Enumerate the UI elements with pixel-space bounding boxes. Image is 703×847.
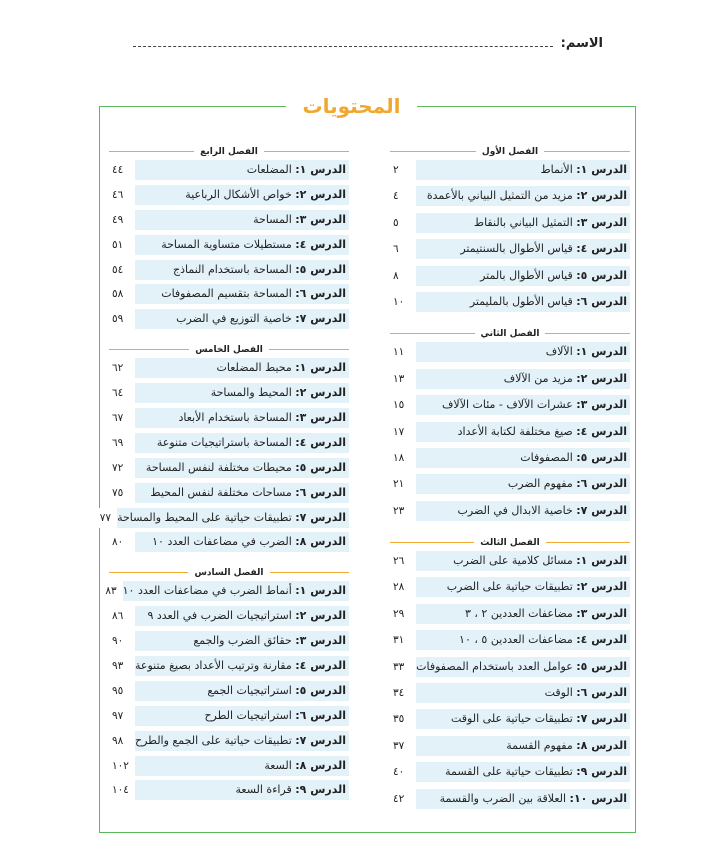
lesson-number: الدرس ٦:	[576, 294, 627, 308]
lesson-row[interactable]	[390, 239, 630, 259]
lesson-row[interactable]	[109, 210, 349, 230]
lesson-row[interactable]	[109, 656, 349, 676]
lesson-row[interactable]	[390, 657, 630, 677]
lesson-label	[135, 358, 349, 378]
lesson-row[interactable]	[390, 736, 630, 756]
toc-column-left	[99, 145, 349, 805]
lesson-title: تطبيقات حياتية على الوقت	[451, 712, 573, 726]
name-line	[133, 33, 603, 53]
lesson-label	[135, 731, 349, 751]
lesson-page-number: ٤٦	[109, 185, 135, 205]
lesson-title: قياس الأطول بالمليمتر	[469, 294, 573, 308]
lesson-page-number: ٩٣	[109, 656, 135, 676]
lesson-page-number: ٤٤	[109, 160, 135, 180]
lesson-number: الدرس ٣:	[576, 606, 627, 620]
lesson-label	[135, 606, 349, 626]
lesson-label	[135, 433, 349, 453]
lesson-row[interactable]	[390, 577, 630, 597]
lesson-row[interactable]	[109, 185, 349, 205]
lesson-page-number: ٤٠	[390, 762, 416, 782]
lesson-row[interactable]	[390, 789, 630, 809]
lesson-row[interactable]	[109, 284, 349, 304]
lesson-label	[416, 342, 630, 362]
lesson-row[interactable]	[109, 458, 349, 478]
lesson-title: محيط المضلعات	[216, 361, 292, 375]
lesson-number: الدرس ١:	[576, 345, 627, 359]
lesson-number: الدرس ٢:	[576, 189, 627, 203]
lesson-label	[135, 383, 349, 403]
lesson-number: الدرس ٥:	[576, 450, 627, 464]
name-label: الاسم:	[560, 35, 603, 51]
lesson-number: الدرس ٢:	[295, 609, 346, 623]
lesson-label	[416, 683, 630, 703]
lesson-row[interactable]	[390, 709, 630, 729]
lesson-row[interactable]	[390, 395, 630, 415]
lesson-row[interactable]	[109, 631, 349, 651]
lesson-number: الدرس ٤:	[295, 435, 346, 449]
lesson-row[interactable]	[390, 683, 630, 703]
lesson-label	[135, 408, 349, 428]
lesson-label	[416, 474, 630, 494]
lesson-page-number: ٦٩	[109, 433, 135, 453]
lesson-label	[135, 160, 349, 180]
lesson-number: الدرس ٦:	[295, 485, 346, 499]
lesson-number: الدرس ١:	[576, 163, 627, 176]
lesson-number: الدرس ٣:	[576, 215, 627, 229]
lesson-title: المساحة باستخدام الأبعاد	[178, 411, 292, 425]
lesson-page-number: ٦٤	[109, 383, 135, 403]
chapter-rule	[390, 333, 475, 334]
toc-column-right	[390, 145, 630, 815]
lesson-row[interactable]	[390, 292, 630, 312]
lesson-page-number: ٣١	[390, 630, 416, 650]
lesson-label	[416, 422, 630, 442]
lesson-page-number: ٨٠	[109, 532, 135, 552]
name-blank[interactable]	[133, 46, 553, 47]
chapter-gap	[109, 557, 349, 566]
chapter-title: الفصل الرابع	[200, 146, 258, 157]
lesson-title: الوقت	[544, 686, 573, 700]
contents-title: المحتويات	[286, 94, 416, 118]
lesson-row[interactable]	[390, 630, 630, 650]
lesson-row[interactable]	[99, 508, 349, 528]
lesson-title: عشرات الآلاف - مئات الآلاف	[442, 398, 573, 412]
lesson-label	[416, 292, 630, 312]
lesson-page-number: ٩٨	[109, 731, 135, 751]
lesson-page-number: ١٧	[390, 422, 416, 442]
lesson-title: مساحات مختلفة لنفس المحيط	[150, 485, 292, 499]
lesson-number: الدرس ٢:	[576, 580, 627, 594]
lesson-number: الدرس ٣:	[295, 212, 346, 226]
lesson-number: الدرس ١٠:	[569, 791, 627, 805]
lesson-label	[135, 309, 349, 329]
chapter-rule	[109, 349, 189, 350]
lesson-title: قراءة السعة	[235, 783, 292, 797]
lesson-title: مفهوم القسمة	[506, 738, 573, 752]
chapter-rule	[390, 151, 476, 152]
lesson-title: مقارنة وترتيب الأعداد بصيغ متنوعة	[135, 659, 292, 673]
lesson-title: مضاعفات العددين ٢ ، ٣	[464, 606, 573, 620]
chapter-heading	[390, 145, 630, 158]
chapter-title: الفصل السادس	[194, 567, 264, 578]
lesson-row[interactable]	[105, 581, 349, 601]
lesson-page-number: ٦٧	[109, 408, 135, 428]
lesson-title: المصفوفات	[520, 450, 573, 464]
lesson-title: تطبيقات حياتية على القسمة	[445, 765, 573, 779]
chapter-rule	[545, 333, 630, 334]
lesson-page-number: ٢٣	[390, 501, 416, 521]
lesson-title: مفهوم الضرب	[507, 477, 573, 491]
lesson-label	[135, 756, 349, 776]
lesson-number: الدرس ٦:	[576, 477, 627, 491]
lesson-row[interactable]	[390, 342, 630, 362]
lesson-label	[416, 213, 630, 233]
lesson-page-number: ٨	[390, 266, 416, 286]
lesson-title: مضاعفات العددين ٥ ، ١٠	[459, 633, 573, 647]
lesson-number: الدرس ٢:	[295, 386, 346, 400]
lesson-page-number: ٥١	[109, 235, 135, 255]
lesson-row[interactable]	[109, 731, 349, 751]
lesson-page-number: ٩٠	[109, 631, 135, 651]
lesson-title: السعة	[264, 758, 292, 772]
chapter-rule	[544, 151, 630, 152]
lesson-row[interactable]	[390, 186, 630, 206]
lesson-row[interactable]	[390, 448, 630, 468]
lesson-number: الدرس ٦:	[295, 287, 346, 301]
lesson-page-number: ١٨	[390, 448, 416, 468]
lesson-title: استراتيجيات الطرح	[204, 708, 292, 722]
lesson-page-number: ٩٥	[109, 681, 135, 701]
lesson-title: محيطات مختلفة لنفس المساحة	[145, 460, 292, 474]
lesson-label	[416, 501, 630, 521]
lesson-page-number: ٧٥	[109, 483, 135, 503]
lesson-page-number: ٤٩	[109, 210, 135, 230]
chapter-rule	[390, 542, 474, 543]
lesson-page-number: ٣٥	[390, 709, 416, 729]
lesson-page-number: ٢٩	[390, 604, 416, 624]
lesson-row[interactable]	[109, 483, 349, 503]
chapter-gap	[109, 334, 349, 343]
lesson-row[interactable]	[109, 606, 349, 626]
lesson-page-number: ١٠٢	[109, 756, 135, 776]
lesson-number: الدرس ٥:	[576, 268, 627, 282]
chapter-heading	[390, 536, 630, 549]
lesson-label	[135, 483, 349, 503]
lesson-number: الدرس ١:	[295, 361, 346, 375]
lesson-label	[416, 657, 630, 677]
lesson-title: المساحة	[253, 212, 292, 226]
lesson-label	[416, 239, 630, 259]
lesson-row[interactable]	[390, 604, 630, 624]
lesson-page-number: ١٥	[390, 395, 416, 415]
lesson-title: قياس الأطوال بالمتر	[480, 268, 573, 282]
lesson-label	[117, 508, 349, 528]
lesson-number: الدرس ١:	[295, 584, 346, 598]
lesson-label	[135, 532, 349, 552]
lesson-page-number: ٢	[390, 160, 416, 180]
lesson-title: تطبيقات حياتية على المحيط والمساحة	[117, 510, 292, 524]
lesson-row[interactable]	[390, 474, 630, 494]
lesson-number: الدرس ٥:	[295, 262, 346, 276]
chapter-gap	[390, 527, 630, 536]
lesson-page-number: ٥٩	[109, 309, 135, 329]
lesson-number: الدرس ١:	[576, 554, 627, 568]
lesson-title: قياس الأطوال بالسنتيمتر	[460, 242, 573, 256]
lesson-number: الدرس ٨:	[295, 758, 346, 772]
lesson-page-number: ٣٧	[390, 736, 416, 756]
lesson-label	[416, 762, 630, 782]
lesson-page-number: ١٠٤	[109, 780, 135, 800]
lesson-label	[135, 656, 349, 676]
lesson-label	[416, 369, 630, 389]
lesson-page-number: ٥٨	[109, 284, 135, 304]
lesson-page-number: ٧٢	[109, 458, 135, 478]
lesson-number: الدرس ٣:	[295, 634, 346, 648]
lesson-number: الدرس ١:	[295, 163, 346, 176]
lesson-page-number: ١٣	[390, 369, 416, 389]
lesson-title: الأنماط	[540, 163, 573, 176]
lesson-row[interactable]	[109, 235, 349, 255]
chapter-rule	[109, 572, 188, 573]
chapter-heading	[109, 343, 349, 356]
lesson-page-number: ٢٦	[390, 551, 416, 571]
lesson-row[interactable]	[109, 681, 349, 701]
lesson-label	[416, 736, 630, 756]
chapter-title: الفصل الثالث	[480, 537, 540, 548]
lesson-row[interactable]	[109, 780, 349, 800]
lesson-title: استراتيجيات الجمع	[207, 683, 292, 697]
lesson-page-number: ٣٣	[390, 657, 416, 677]
chapter-rule	[546, 542, 630, 543]
lesson-row[interactable]	[390, 160, 630, 180]
lesson-title: تطبيقات حياتية على الضرب	[446, 580, 573, 594]
lesson-label	[135, 706, 349, 726]
lesson-number: الدرس ٣:	[576, 398, 627, 412]
lesson-number: الدرس ٨:	[576, 738, 627, 752]
lesson-page-number: ٢١	[390, 474, 416, 494]
lesson-label	[416, 551, 630, 571]
chapter-title: الفصل الأول	[481, 146, 539, 157]
lesson-page-number: ٤	[390, 186, 416, 206]
lesson-label	[135, 210, 349, 230]
lesson-title: الآلاف	[545, 345, 573, 359]
lesson-row[interactable]	[109, 358, 349, 378]
lesson-label	[416, 789, 630, 809]
lesson-number: الدرس ٤:	[576, 633, 627, 647]
lesson-label	[416, 577, 630, 597]
lesson-page-number: ١١	[390, 342, 416, 362]
lesson-label	[135, 235, 349, 255]
lesson-number: الدرس ٤:	[576, 242, 627, 256]
lesson-title: خاصية الابدال في الضرب	[457, 503, 573, 517]
chapter-rule	[264, 151, 349, 152]
lesson-title: التمثيل البياني بالنقاط	[473, 215, 573, 229]
lesson-title: المضلعات	[246, 163, 292, 176]
lesson-number: الدرس ٥:	[576, 659, 627, 673]
lesson-label	[416, 266, 630, 286]
lesson-label	[135, 681, 349, 701]
lesson-page-number: ٥٤	[109, 260, 135, 280]
lesson-number: الدرس ٧:	[295, 510, 346, 524]
lesson-number: الدرس ٧:	[576, 503, 627, 517]
chapter-heading	[390, 327, 630, 340]
lesson-title: أنماط الضرب في مضاعفات العدد ١٠	[122, 584, 292, 598]
lesson-page-number: ١٠	[390, 292, 416, 312]
lesson-number: الدرس ٨:	[295, 535, 346, 549]
lesson-number: الدرس ٢:	[576, 371, 627, 385]
lesson-row[interactable]	[109, 160, 349, 180]
lesson-title: الضرب في مضاعفات العدد ١٠	[152, 535, 292, 549]
lesson-title: المساحة بتقسيم المصفوفات	[161, 287, 292, 301]
lesson-page-number: ٨٣	[102, 581, 122, 601]
lesson-title: حقائق الضرب والجمع	[193, 634, 292, 648]
lesson-number: الدرس ٤:	[295, 237, 346, 251]
chapter-title: الفصل الخامس	[195, 344, 263, 355]
lesson-number: الدرس ٧:	[295, 312, 346, 326]
lesson-title: المحيط والمساحة	[210, 386, 292, 400]
lesson-page-number: ٤٢	[390, 789, 416, 809]
lesson-number: الدرس ٧:	[576, 712, 627, 726]
lesson-label	[123, 581, 349, 601]
lesson-row[interactable]	[109, 260, 349, 280]
lesson-label	[416, 604, 630, 624]
lesson-number: الدرس ٢:	[295, 187, 346, 201]
lesson-label	[135, 185, 349, 205]
lesson-title: خواص الأشكال الرباعية	[185, 187, 292, 201]
chapter-rule	[109, 151, 194, 152]
lesson-number: الدرس ٤:	[295, 659, 346, 673]
lesson-row[interactable]	[109, 383, 349, 403]
lesson-page-number: ٣٤	[390, 683, 416, 703]
lesson-number: الدرس ٥:	[295, 460, 346, 474]
lesson-label	[135, 780, 349, 800]
lesson-title: تطبيقات حياتية على الجمع والطرح	[135, 733, 292, 747]
lesson-title: المساحة باستخدام النماذج	[173, 262, 292, 276]
lesson-row[interactable]	[109, 309, 349, 329]
lesson-title: المساحة باستراتيجيات متنوعة	[156, 435, 292, 449]
lesson-label	[135, 284, 349, 304]
lesson-title: خاصية التوزيع في الضرب	[176, 312, 292, 326]
lesson-row[interactable]	[390, 266, 630, 286]
lesson-number: الدرس ٧:	[295, 733, 346, 747]
lesson-row[interactable]	[109, 706, 349, 726]
lesson-label	[416, 186, 630, 206]
lesson-number: الدرس ٩:	[295, 783, 346, 797]
lesson-label	[416, 448, 630, 468]
lesson-page-number: ٥	[390, 213, 416, 233]
lesson-label	[416, 630, 630, 650]
lesson-row[interactable]	[390, 501, 630, 521]
lesson-number: الدرس ٩:	[576, 765, 627, 779]
lesson-title: مسائل كلامية على الضرب	[453, 554, 573, 568]
lesson-label	[416, 709, 630, 729]
lesson-number: الدرس ٤:	[576, 424, 627, 438]
lesson-label	[416, 160, 630, 180]
lesson-title: مستطيلات متساوية المساحة	[161, 237, 292, 251]
lesson-row[interactable]	[390, 369, 630, 389]
lesson-row[interactable]	[109, 433, 349, 453]
lesson-number: الدرس ٦:	[576, 686, 627, 700]
lesson-row[interactable]	[109, 408, 349, 428]
contents-title-wrap	[0, 94, 703, 118]
lesson-page-number: ٩٧	[109, 706, 135, 726]
lesson-row[interactable]	[390, 551, 630, 571]
lesson-page-number: ٨٦	[109, 606, 135, 626]
chapter-heading	[109, 145, 349, 158]
lesson-label	[135, 631, 349, 651]
chapter-heading	[109, 566, 349, 579]
lesson-title: صيغ مختلفة لكتابة الأعداد	[457, 424, 573, 438]
lesson-row[interactable]	[390, 422, 630, 442]
lesson-title: العلاقة بين الضرب والقسمة	[439, 791, 567, 805]
chapter-title: الفصل الثاني	[480, 328, 540, 339]
lesson-row[interactable]	[390, 762, 630, 782]
lesson-title: استراتيجيات الضرب في العدد ٩	[147, 609, 292, 623]
lesson-title: مزيد من التمثيل البياني بالأعمدة	[426, 189, 573, 203]
lesson-title: عوامل العدد باستخدام المصفوفات	[416, 659, 573, 673]
lesson-row[interactable]	[109, 532, 349, 552]
lesson-title: مزيد من الآلاف	[503, 371, 573, 385]
lesson-page-number: ٧٧	[97, 508, 117, 528]
lesson-number: الدرس ٣:	[295, 411, 346, 425]
lesson-label	[135, 260, 349, 280]
lesson-label	[135, 458, 349, 478]
lesson-row[interactable]	[390, 213, 630, 233]
chapter-rule	[269, 349, 349, 350]
chapter-rule	[270, 572, 349, 573]
lesson-number: الدرس ٦:	[295, 708, 346, 722]
lesson-page-number: ٦٢	[109, 358, 135, 378]
lesson-page-number: ٦	[390, 239, 416, 259]
lesson-page-number: ٢٨	[390, 577, 416, 597]
lesson-label	[416, 395, 630, 415]
chapter-gap	[390, 318, 630, 327]
lesson-number: الدرس ٥:	[295, 683, 346, 697]
lesson-row[interactable]	[109, 756, 349, 776]
